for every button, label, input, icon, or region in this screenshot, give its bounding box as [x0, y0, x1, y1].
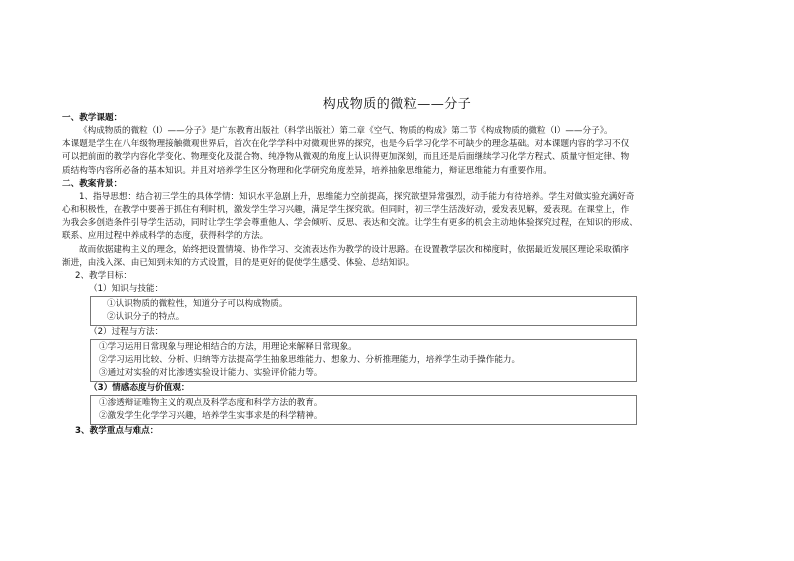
- paragraph-line: 质结构等内容所必备的基本知识。并且对培养学生区分物理和化学研究角度差异，培养抽象思维能力，辩证思维能力有重要作用。: [62, 165, 552, 176]
- paragraph-line: 联系、应用过程中养成科学的态度，获得科学的方法。: [62, 231, 269, 242]
- method-heading: （2）过程与方法：: [89, 327, 164, 338]
- paragraph-line: 故而依据建构主义的理念，始终把设置情境、协作学习、交流表达作为教学的设计思路。在设置教学层次和梯度时，依据最近发展区理论采取循序: [79, 244, 630, 255]
- method-item: ③通过对实验的对比渗透实验设计能力、实验评价能力等。: [99, 368, 323, 379]
- knowledge-item: ①认识物质的微粒性，知道分子可以构成物质。: [107, 299, 288, 310]
- section-heading-background: 二、教案背景：: [62, 178, 123, 189]
- attitude-heading: （3）情感态度与价值观：: [89, 383, 190, 394]
- method-item: ①学习运用日常现象与理论相结合的方法，用理论来解释日常现象。: [99, 342, 357, 353]
- paragraph-line: 可以把前面的教学内容化学变化、物理变化及混合物、纯净物从微观的角度上认识得更加深刻，而且还是后面继续学习化学方程式、质量守恒定律、物: [62, 152, 630, 163]
- guiding-thought-paragraph: [62, 191, 738, 244]
- knowledge-heading: （1）知识与技能：: [89, 284, 164, 295]
- paragraph-line: 心和积极性，在教学中要善于抓住有利时机，激发学生学习兴趣，满足学生探究欲。但同时，初三学生活泼好动，爱发表见解，爱表现。在课堂上，作: [62, 205, 630, 216]
- goals-heading: 2、教学目标：: [75, 271, 133, 282]
- attitude-item: ①渗透辩证唯物主义的观点及科学态度和科学方法的教育。: [99, 398, 323, 409]
- method-item: ②学习运用比较、分析、归纳等方法提高学生抽象思维能力、想象力、分析推理能力，培养学生动手操作能力。: [99, 355, 521, 366]
- knowledge-item: ②认识分子的特点。: [107, 312, 185, 323]
- document-body: [62, 112, 738, 438]
- paragraph-line: 1、指导思想：结合初三学生的具体学情：知识水平急剧上升，思维能力空前提高，探究欲望异常强烈，动手能力有待培养。学生对做实验充满好奇: [79, 191, 635, 202]
- section-heading-topic: 一、教学课题：: [62, 113, 123, 123]
- design-idea-paragraph: [62, 244, 738, 270]
- attitude-box: [90, 395, 637, 425]
- paragraph-line: 渐进，由浅入深、由已知到未知的方式设置，目的是更好的促使学生感受、体验、总结知识。: [62, 257, 415, 268]
- method-box: [90, 339, 637, 382]
- focus-heading: 3、教学重点与难点：: [75, 426, 159, 437]
- topic-paragraph: [62, 125, 738, 178]
- knowledge-box: [90, 296, 637, 326]
- document-title: 构成物质的微粒——分子: [322, 97, 472, 112]
- attitude-item: ②激发学生化学学习兴趣，培养学生实事求是的科学精神。: [99, 411, 323, 422]
- paragraph-line: 为我会多创造条件引导学生活动，同时让学生学会尊重他人、学会倾听、反思、表达和交流。让学生有更多的机会主动地体验探究过程，在知识的形成、: [62, 218, 638, 229]
- paragraph-line: 《构成物质的微粒（Ⅰ）——分子》是广东教育出版社（科学出版社）第二章《空气、物质的构成》第二节《构成物质的微粒（Ⅰ）——分子》。: [79, 126, 613, 136]
- paragraph-line: 本课题是学生在八年级物理接触微观世界后，首次在化学学科中对微观世界的探究，也是今后学习化学不可缺少的理念基础。对本课题内容的学习不仅: [62, 139, 630, 150]
